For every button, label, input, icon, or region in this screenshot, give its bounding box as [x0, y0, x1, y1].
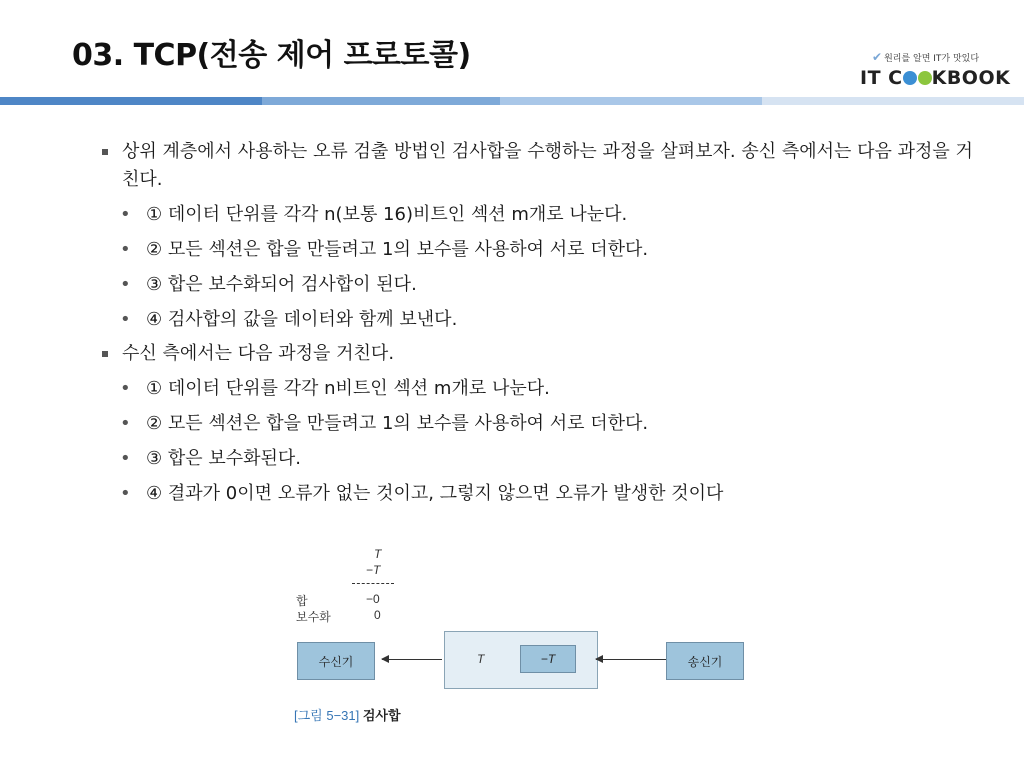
recv-step: • ④ 결과가 0이면 오류가 없는 것이고, 그렇지 않으면 오류가 발생한 것이다: [100, 480, 980, 508]
dot-bullet-icon: •: [120, 239, 131, 260]
dot-bullet-icon: •: [120, 483, 131, 504]
bullet-send-intro: 상위 계층에서 사용하는 오류 검출 방법인 검사합을 수행하는 과정을 살펴보자. 송신 측에서는 다음 과정을 거친다.: [100, 138, 980, 194]
dot-bullet-icon: •: [120, 378, 131, 399]
recv-step: • ③ 합은 보수화된다.: [100, 445, 980, 473]
logo-brand: IT C KBOOK: [860, 67, 1011, 89]
complement-value: 0: [374, 608, 381, 622]
dot-bullet-icon: •: [120, 309, 131, 330]
arrow-from-sender: [596, 659, 666, 660]
square-bullet-icon: [102, 351, 108, 357]
calc-neg-t: −T: [366, 563, 381, 577]
sender-box: 송신기: [666, 642, 744, 680]
page-title: 03. TCP(전송 제어 프로토콜): [72, 38, 471, 73]
receiver-box: 수신기: [297, 642, 375, 680]
send-step: • ② 모든 섹션은 합을 만들려고 1의 보수를 사용하여 서로 더한다.: [100, 236, 980, 264]
header-bar-segment: [500, 97, 762, 105]
square-bullet-icon: [102, 149, 108, 155]
figure-caption: [그림 5−31] 검사합: [294, 708, 401, 723]
dot-bullet-icon: •: [120, 413, 131, 434]
checksum-box: −T: [520, 645, 576, 673]
send-step: • ③ 합은 보수화되어 검사합이 된다.: [100, 271, 980, 299]
recv-step: • ② 모든 섹션은 합을 만들려고 1의 보수를 사용하여 서로 더한다.: [100, 410, 980, 438]
send-step: • ① 데이터 단위를 각각 n(보통 16)비트인 섹션 m개로 나눈다.: [100, 201, 980, 229]
header-bar-segment: [262, 97, 500, 105]
data-unit-box: [444, 631, 598, 689]
complement-label: 보수화: [296, 610, 331, 624]
dot-bullet-icon: •: [120, 448, 131, 469]
slide-body: [100, 138, 980, 508]
dot-bullet-icon: •: [120, 274, 131, 295]
check-icon: ✔: [872, 50, 883, 64]
sum-label: 합: [296, 594, 308, 608]
calc-t: T: [374, 547, 382, 561]
blue-circle-icon: [903, 71, 917, 85]
dot-bullet-icon: •: [120, 204, 131, 225]
data-t: T: [477, 652, 485, 666]
it-cookbook-logo: [858, 50, 1011, 94]
header-bar-segment: [0, 97, 262, 105]
sum-value: −0: [366, 592, 380, 606]
bullet-recv-intro: 수신 측에서는 다음 과정을 거친다.: [100, 340, 980, 368]
header-bar-segment: [762, 97, 1024, 105]
arrow-to-receiver: [382, 659, 442, 660]
recv-step: • ① 데이터 단위를 각각 n비트인 섹션 m개로 나눈다.: [100, 375, 980, 403]
checksum-figure: [290, 545, 750, 725]
logo-tagline: ✔ 원리를 알면 IT가 맛있다: [872, 50, 980, 64]
sum-divider: [352, 583, 394, 584]
green-circle-icon: [918, 71, 932, 85]
send-step: • ④ 검사합의 값을 데이터와 함께 보낸다.: [100, 306, 980, 334]
